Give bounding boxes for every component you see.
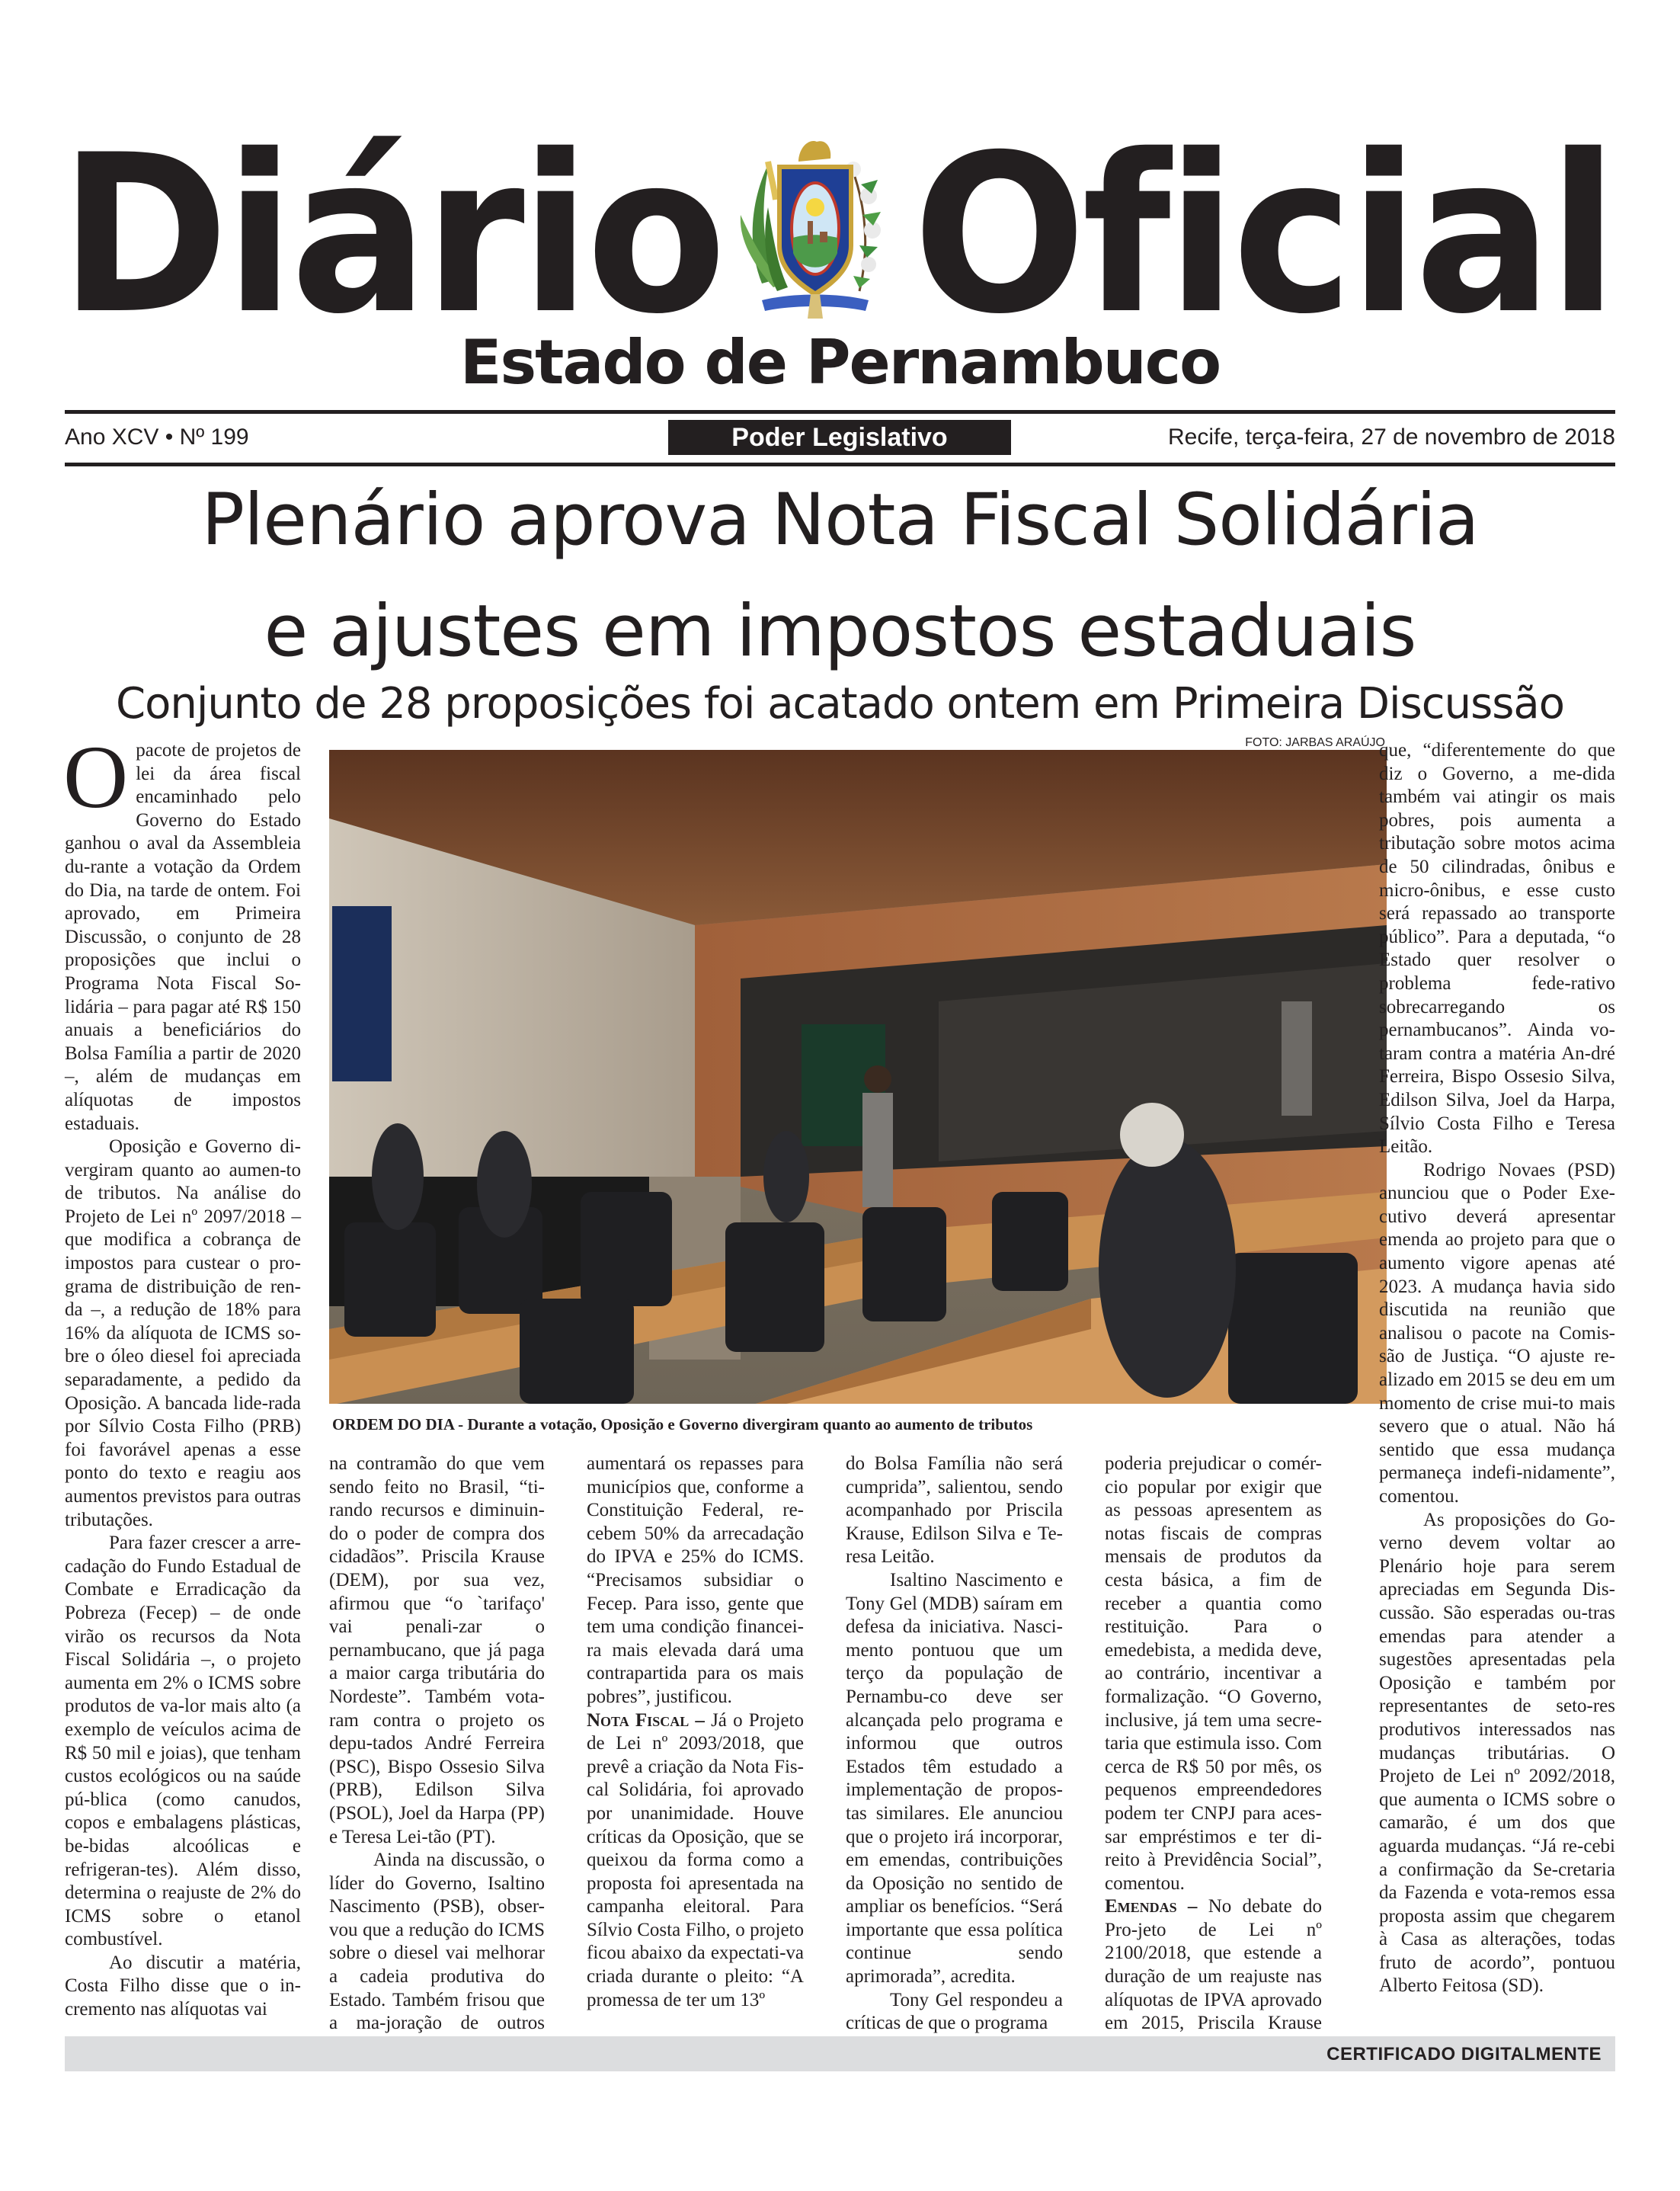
footer-bar <box>65 2036 1615 2071</box>
paragraph: poderia prejudicar o comér-cio popular por exigir que as pessoas apresentem as notas fiscais de compras mensais de produtos da cesta básica, a fim de receber a quantia como restituição. Para o emedebista, a medida deve, ao contrário, incentivar a formalização. “O Governo, inclusive, já tem uma secre-taria que estimula isso. Com cerca de R$ 50 por mês, os pequenos empreendedores podem ter CNPJ para aces-sar empréstimos e ter di-reito à Previdência Social”, comentou. <box>1105 1453 1322 1894</box>
masthead-state-name: Estado de Pernambuco <box>459 327 1221 398</box>
paragraph-text: pacote de projetos de lei da área fiscal encaminhado pelo Governo do Estado ganhou o aval da Assembleia du-rante a votação da Ordem do Dia, na tarde de ontem. Foi aprovado, em Primeira Discussão, o conjunto de 28 proposições que inclui o Programa Nota Fiscal So-lidária – para pagar até R$ 150 anuais a beneficiários do Bolsa Família a partir de 2020 –, além de mudanças em alíquotas de impostos estaduais. <box>65 740 301 1134</box>
article-column-4 <box>846 1453 1063 2036</box>
top-rule <box>65 410 1615 414</box>
article-column-2 <box>329 1453 545 2058</box>
article-column-3 <box>587 1453 804 2012</box>
subheadline: Conjunto de 28 proposições foi acatado ontem em Primeira Discussão <box>116 679 1564 729</box>
paragraph: Tony Gel respondeu a críticas de que o programa <box>846 1989 1063 2034</box>
paragraph <box>1105 1895 1322 2058</box>
paragraph: que, “diferentemente do que diz o Governo, a me-dida também vai atingir os mais pobres, pois aumenta a tributação sobre motos acima de 50 cilindradas, ônibus e micro-ônibus, e esse custo será repassado ao transporte público”. Para a deputada, “o Estado quer resolver o problema fede-rativo sobrecarregando os pernambucanos”. Ainda vo-taram contra a matéria An-dré Ferreira, Bispo Ossesio Silva, Edilson Silva, Joel da Harpa, Sílvio Costa Filho e Teresa Leitão. <box>1379 740 1615 1158</box>
masthead-title-left: Diário <box>59 109 722 362</box>
headline-line-2: e ajustes em impostos estaduais <box>264 590 1416 673</box>
paragraph: As proposições do Go-verno devem voltar ao Plenário hoje para serem apreciadas em Segunda Dis-cussão. São esperadas ou-tras emendas para atender a sugestões apresentadas pela Oposição e também por representantes de seto-res produtivos interessados nas mudanças tributárias. O Projeto de Lei nº 2092/2018, que aumenta o ICMS sobre o camarão, é um dos que aguarda mudanças. “Já re-cebi a confirmação da Se-cretaria da Fazenda e vota-remos essa proposta assim que chegarem à Casa as alterações, todas fruto de acordo”, pontuou Alberto Feitosa (SD). <box>1379 1509 1615 1997</box>
digital-certification-label: CERTIFICADO DIGITALMENTE <box>1326 2044 1602 2064</box>
paragraph: Oposição e Governo di-vergiram quanto ao aumen-to de tributos. Na análise do Projeto de Lei nº 2097/2018 – que modifica a cobrança de impostos para custear o pro-grama de distribuição de ren-da –, a redução de 18% para 16% da alíquota de ICMS so-bre o óleo diesel foi apreciada separadamente, a pedido da Oposição. A bancada lide-rada por Sílvio Costa Filho (PRB) foi favorável apenas a esse ponto do texto e reagiu aos aumentos previstos para outras tributações. <box>65 1136 301 1530</box>
paragraph: do Bolsa Família não será cumprida”, salientou, sendo acompanhado por Priscila Krause, Edilson Silva e Te-resa Leitão. <box>846 1453 1063 1568</box>
article-column-right <box>1379 739 1615 1998</box>
paragraph-text: Já o Projeto de Lei nº 2093/2018, que prevê a criação da Nota Fis-cal Solidária, foi aprovado por unanimidade. Houve críticas da Oposição, que se queixou da forma como a proposta foi apresentada na campanha eleitoral. Para Sílvio Costa Filho, o projeto ficou abaixo da expectati-va criada durante o pleito: “A promessa de ter um 13º <box>587 1709 804 2010</box>
paragraph-text: No debate do Pro-jeto de Lei nº 2100/2018, que estende a duração de um reajuste nas alíquotas de IPVA aprovado em 2015, Priscila Krause <box>1105 1896 1322 2034</box>
article-column-1 <box>63 727 301 2022</box>
paragraph: na contramão do que vem sendo feito no Brasil, “ti-rando recursos e diminuin-do o poder de compra dos cidadãos”. Priscila Krause (DEM), por sua vez, afirmou que “o `tarifaço' vai penali-zar o pernambucano, que já paga a maior carga tributária do Nordeste”. Também vota-ram contra o projeto os depu-tados André Ferreira (PSC), Bispo Ossesio Silva (PRB), Edilson Silva (PSOL), Joel da Harpa (PP) e Teresa Lei-tão (PT). <box>329 1453 545 1847</box>
bottom-rule <box>65 463 1615 466</box>
coat-of-arms-icon <box>731 131 899 322</box>
paragraph: aumentará os repasses para municípios que, conforme a Constituição Federal, re-cebem 50% da arrecadação do IPVA e 25% do ICMS. “Precisamos subsidiar o Fecep. Para isso, gente que tem uma condição financei-ra mais elevada dará uma contrapartida para os mais pobres”, justificou. <box>587 1453 804 1707</box>
headline-line-1: Plenário aprova Nota Fiscal Solidária <box>201 479 1479 562</box>
paragraph <box>63 727 301 1136</box>
photo-credit: FOTO: JARBAS ARAÚJO <box>1245 736 1385 749</box>
edition-number: Ano XCV • Nº 199 <box>65 424 249 450</box>
paragraph <box>587 1709 804 2013</box>
paragraph: Ao discutir a matéria, Costa Filho disse que o in-cremento nas alíquotas vai <box>65 1952 301 2020</box>
drop-cap: O <box>63 727 129 827</box>
plenary-photo <box>329 750 1387 1404</box>
paragraph: Ainda na discussão, o líder do Governo, Isaltino Nascimento (PSB), obser-vou que a redução do ICMS sobre o diesel vai melhorar a cadeia produtiva do Estado. Também frisou que a ma-joração de outros <box>329 1850 545 2034</box>
article-column-5 <box>1105 1453 1322 2058</box>
paragraph: Isaltino Nascimento e Tony Gel (MDB) saíram em defesa da iniciativa. Nasci-mento pontuou que um terço da população de Pernambu-co deve ser alcançada pelo programa e informou que outros Estados têm estudado a implementação de propos-tas similares. Ele anunciou que o projeto irá incorporar, em emendas, contribuições da Oposição no sentido de ampliar os benefícios. “Será importante que essa política continue sendo aprimorada”, acredita. <box>846 1569 1063 1988</box>
section-badge: Poder Legislativo <box>668 420 1011 455</box>
subsection-lead: Nota Fiscal – <box>587 1709 705 1731</box>
subsection-lead: Emendas – <box>1105 1896 1198 1917</box>
dateline: Recife, terça-feira, 27 de novembro de 2018 <box>1167 424 1615 450</box>
photo-caption: ORDEM DO DIA - Durante a votação, Oposição e Governo divergiram quanto ao aumento de tributos <box>332 1415 1033 1433</box>
masthead-title-right: Oficial <box>913 109 1614 362</box>
paragraph: Para fazer crescer a arre-cadação do Fundo Estadual de Combate e Erradicação da Pobreza (Fecep) – de onde virão os recursos da Nota Fiscal Solidária –, o projeto aumenta em 2% o ICMS sobre produtos de va-lor mais alto (a exemplo de veículos acima de R$ 50 mil e joias), que tenham custos ecológicos ou na saúde pú-blica (como canudos, copos e embalagens plásticas, be-bidas alcoólicas e refrigeran-tes). Além disso, determina o reajuste de 2% do ICMS sobre o etanol combustível. <box>65 1533 301 1950</box>
paragraph: Rodrigo Novaes (PSD) anunciou que o Poder Exe-cutivo deverá apresentar emenda ao projeto para que o aumento vigore apenas até 2023. A mudança havia sido discutida na reunião que analisou o pacote na Comis-são de Justiça. “O ajuste re-alizado em 2015 se deu em um momento de crise mui-to mais severo que o atual. Não há sentido que essa mudança permaneça indefi-nidamente”, comentou. <box>1379 1159 1615 1507</box>
